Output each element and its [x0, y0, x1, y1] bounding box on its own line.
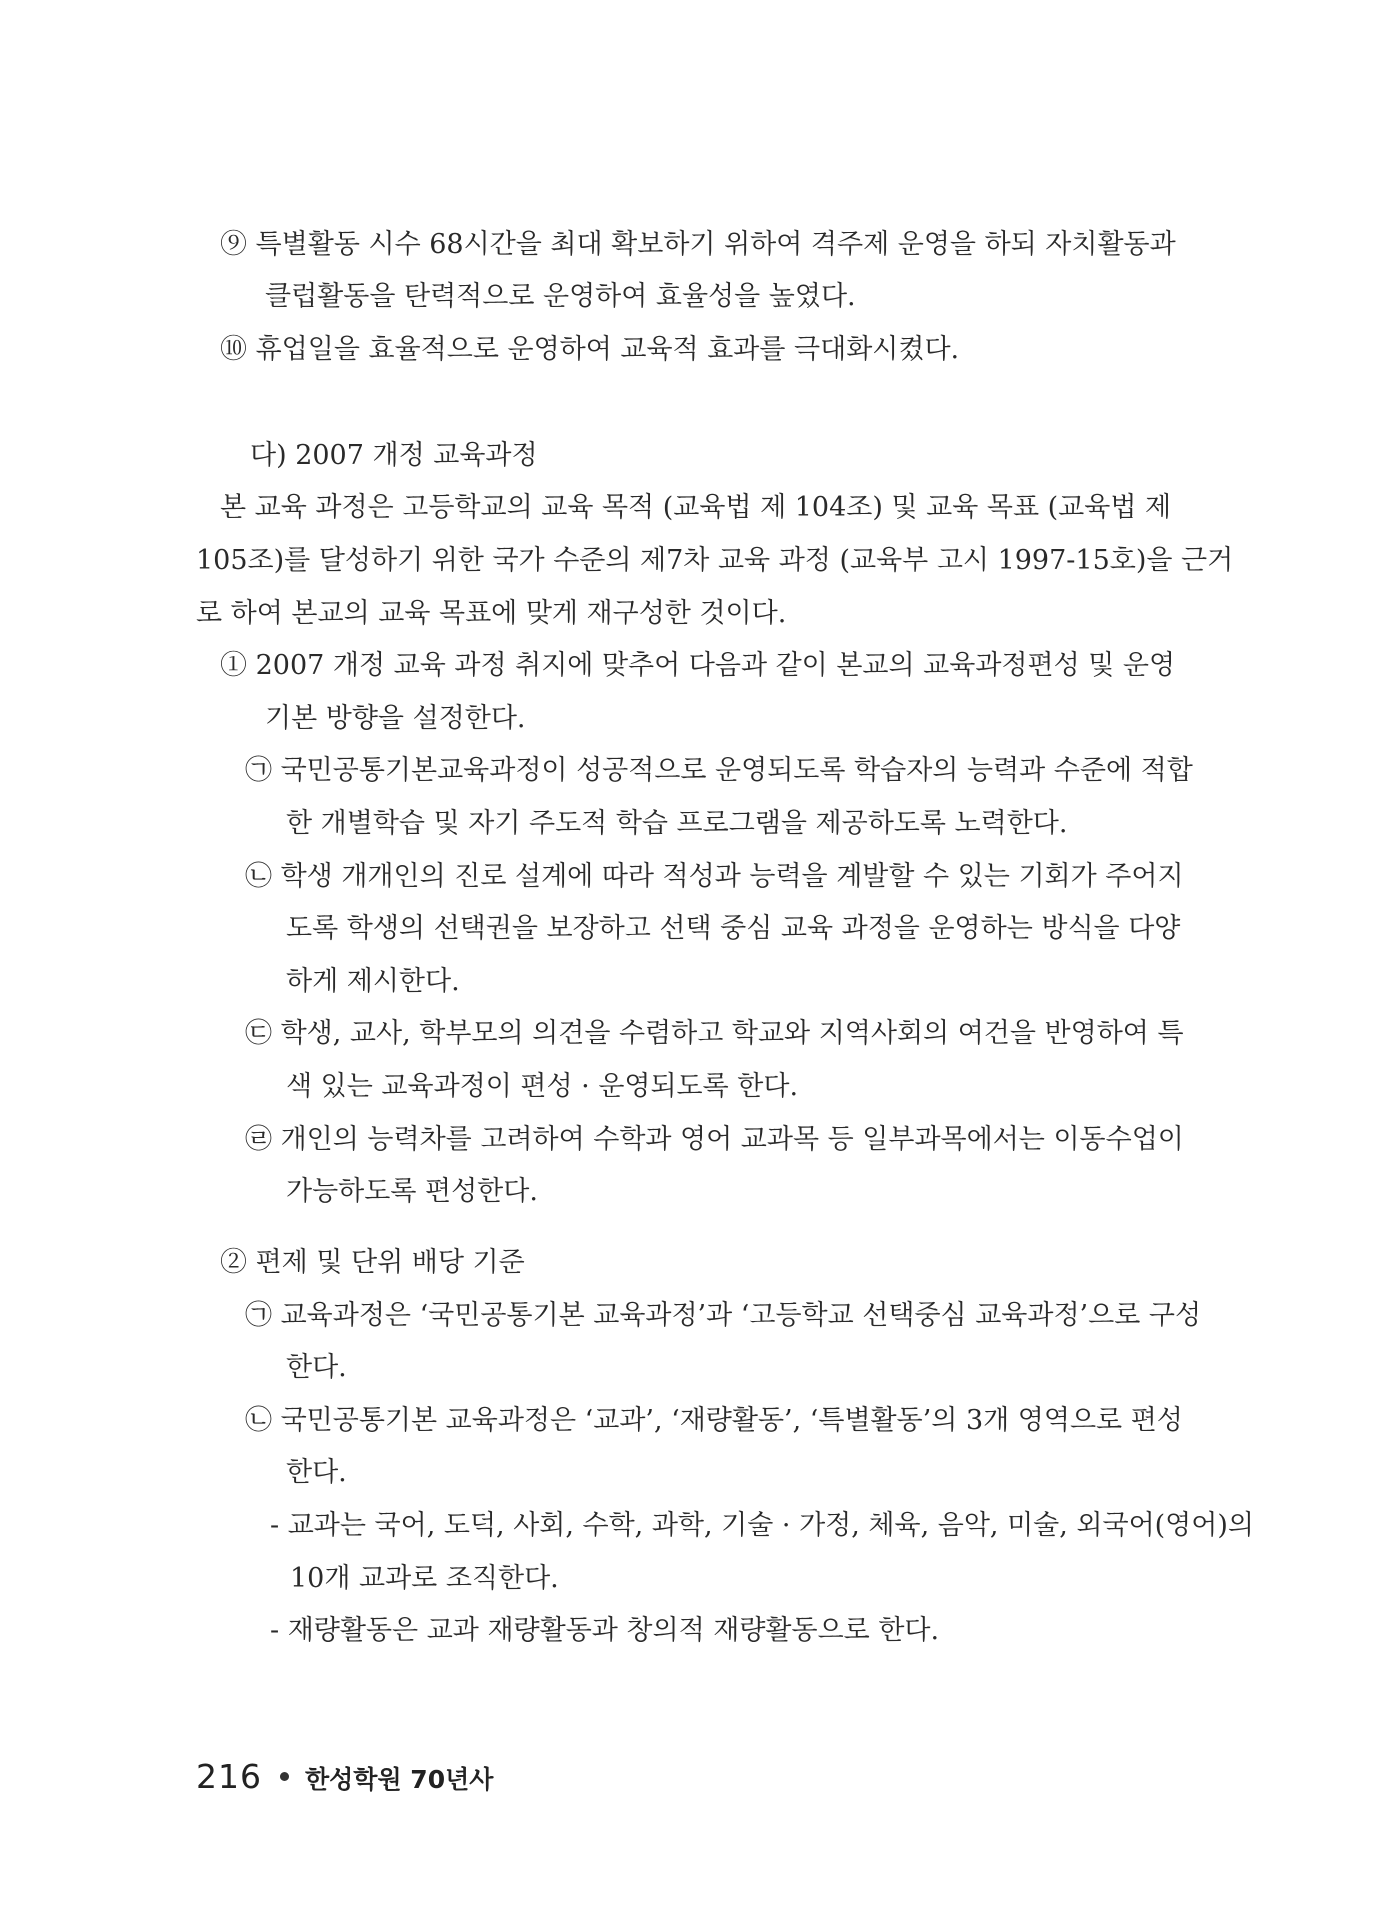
book-title: 한성학원 70년사: [305, 1765, 494, 1794]
item-1-a-line-1: ㉠ 국민공통기본교육과정이 성공적으로 운영되도록 학습자의 능력과 수준에 적합: [245, 755, 1193, 786]
item-1-b-line-2: 도록 학생의 선택권을 보장하고 선택 중심 교육 과정을 운영하는 방식을 다양: [286, 913, 1181, 944]
intro-paragraph-line-3: 로 하여 본교의 교육 목표에 맞게 재구성한 것이다.: [196, 598, 787, 629]
item-2-heading: ② 편제 및 단위 배당 기준: [220, 1247, 525, 1278]
subject-list-line-1: - 교과는 국어, 도덕, 사회, 수학, 과학, 기술 · 가정, 체육, 음악, 미술, 외국어(영어)의: [270, 1510, 1254, 1541]
page-footer: [196, 1757, 493, 1796]
item-2-a-line-1: ㉠ 교육과정은 ‘국민공통기본 교육과정’과 ‘고등학교 선택중심 교육과정’으로 구성: [245, 1300, 1202, 1331]
item-1-c-line-2: 색 있는 교육과정이 편성 · 운영되도록 한다.: [286, 1071, 799, 1102]
bullet-dot-icon: [280, 1772, 289, 1781]
section-heading: 다) 2007 개정 교육과정: [250, 440, 538, 471]
item-2-b-line-2: 한다.: [286, 1457, 347, 1488]
item-1-d-line-2: 가능하도록 편성한다.: [286, 1176, 538, 1207]
item-2-a-line-2: 한다.: [286, 1352, 347, 1383]
item-1-line-2: 기본 방향을 설정한다.: [265, 703, 526, 734]
intro-paragraph-line-1: 본 교육 과정은 고등학교의 교육 목적 (교육법 제 104조) 및 교육 목표 (교육법 제: [220, 492, 1172, 523]
item-1-b-line-3: 하게 제시한다.: [286, 966, 460, 997]
item-1-c-line-1: ㉢ 학생, 교사, 학부모의 의견을 수렴하고 학교와 지역사회의 여건을 반영하여 특: [245, 1018, 1184, 1049]
item-1-b-line-1: ㉡ 학생 개개인의 진로 설계에 따라 적성과 능력을 계발할 수 있는 기회가 주어지: [245, 861, 1184, 892]
intro-paragraph-line-2: 105조)를 달성하기 위한 국가 수준의 제7차 교육 과정 (교육부 고시 1997-15호)을 근거: [196, 545, 1234, 576]
item-1-line-1: ① 2007 개정 교육 과정 취지에 맞추어 다음과 같이 본교의 교육과정편성 및 운영: [220, 650, 1176, 681]
item-2-b-line-1: ㉡ 국민공통기본 교육과정은 ‘교과’, ‘재량활동’, ‘특별활동’의 3개 영역으로 편성: [245, 1405, 1183, 1436]
subject-list-line-2: 10개 교과로 조직한다.: [290, 1563, 559, 1594]
item-10: ⑩ 휴업일을 효율적으로 운영하여 교육적 효과를 극대화시켰다.: [220, 334, 960, 365]
item-9-line-2: 클럽활동을 탄력적으로 운영하여 효율성을 높였다.: [265, 281, 856, 312]
item-1-a-line-2: 한 개별학습 및 자기 주도적 학습 프로그램을 제공하도록 노력한다.: [286, 808, 1068, 839]
discretionary-activity-line: - 재량활동은 교과 재량활동과 창의적 재량활동으로 한다.: [270, 1615, 940, 1646]
page-number: 216: [196, 1757, 262, 1796]
item-9-line-1: ⑨ 특별활동 시수 68시간을 최대 확보하기 위하여 격주제 운영을 하되 자치활동과: [220, 229, 1176, 260]
item-1-d-line-1: ㉣ 개인의 능력차를 고려하여 수학과 영어 교과목 등 일부과목에서는 이동수업이: [245, 1124, 1184, 1155]
